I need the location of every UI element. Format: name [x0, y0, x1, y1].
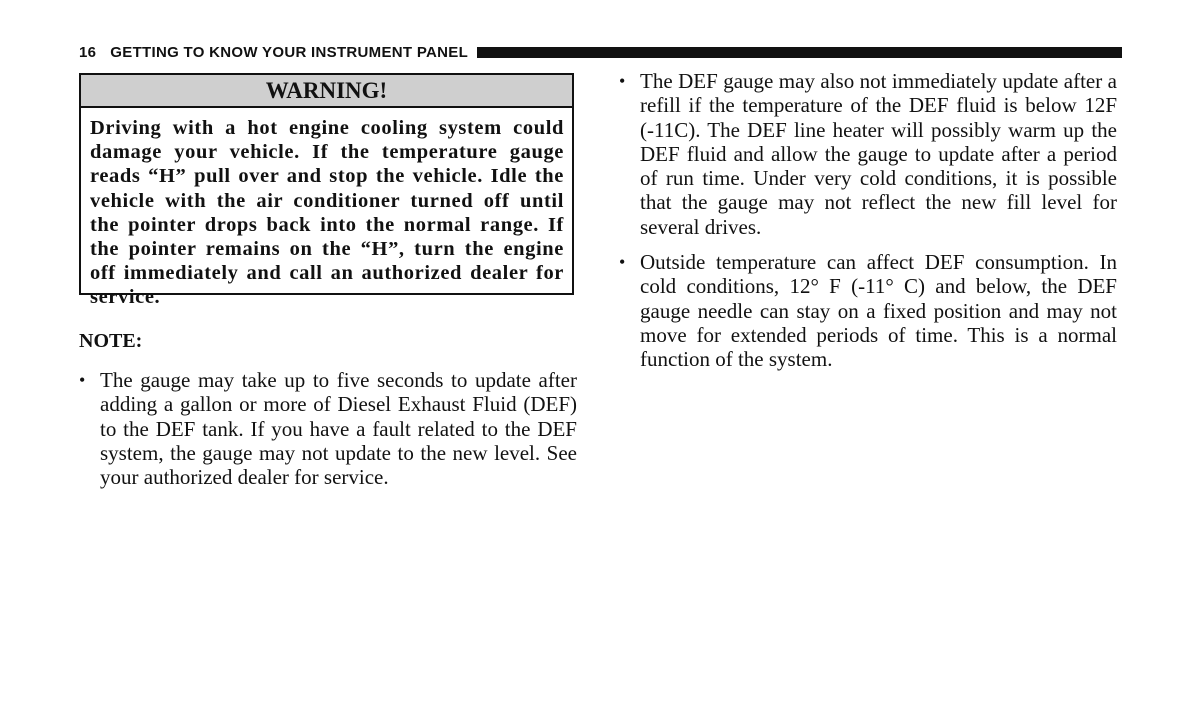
- list-item: [619, 69, 1117, 239]
- page-number: 16: [79, 43, 97, 61]
- header-rule: [477, 47, 1122, 58]
- warning-text: Driving with a hot engine cooling system could damage your vehicle. If the temperature gauge reads “H” pull over and stop the vehicle. Idle the vehicle with the air conditioner turned off until the pointer drops back into the normal range. If the pointer remains on the “H”, turn the engine off immediately and call an authorized dealer for service.: [90, 117, 564, 309]
- warning-title: WARNING!: [81, 75, 572, 108]
- section-title: GETTING TO KNOW YOUR INSTRUMENT PANEL: [110, 43, 469, 61]
- list-item-text: The gauge may take up to five seconds to update after adding a gallon or more of Diesel Exhaust Fluid (DEF) to the DEF tank. If you have a fault related to the DEF system, the gauge may not update to the new level. See your authorized dealer for service.: [100, 368, 577, 490]
- warning-box: [79, 73, 574, 309]
- note-heading: NOTE:: [79, 330, 143, 352]
- bullet-icon: •: [619, 71, 626, 91]
- note-list-left: [79, 368, 577, 500]
- bullet-icon: •: [79, 370, 86, 390]
- list-item-text: Outside temperature can affect DEF consumption. In cold conditions, 12° F (-11° C) and below, the DEF gauge needle can stay on a fixed position and may not move for extended periods of time. This is a normal function of the system.: [640, 250, 1117, 372]
- list-item-text: The DEF gauge may also not immediately update after a refill if the temperature of the DEF fluid is below 12F (-11C). The DEF line heater will possibly warm up the DEF fluid and allow the gauge to update after a period of run time. Under very cold conditions, it is possible that the gauge may not reflect the new fill level for several drives.: [640, 69, 1117, 239]
- list-item: [79, 368, 577, 489]
- bullet-icon: •: [619, 252, 626, 273]
- list-item: [619, 250, 1117, 371]
- page-header: [79, 40, 1122, 64]
- note-list-right: [619, 69, 1117, 383]
